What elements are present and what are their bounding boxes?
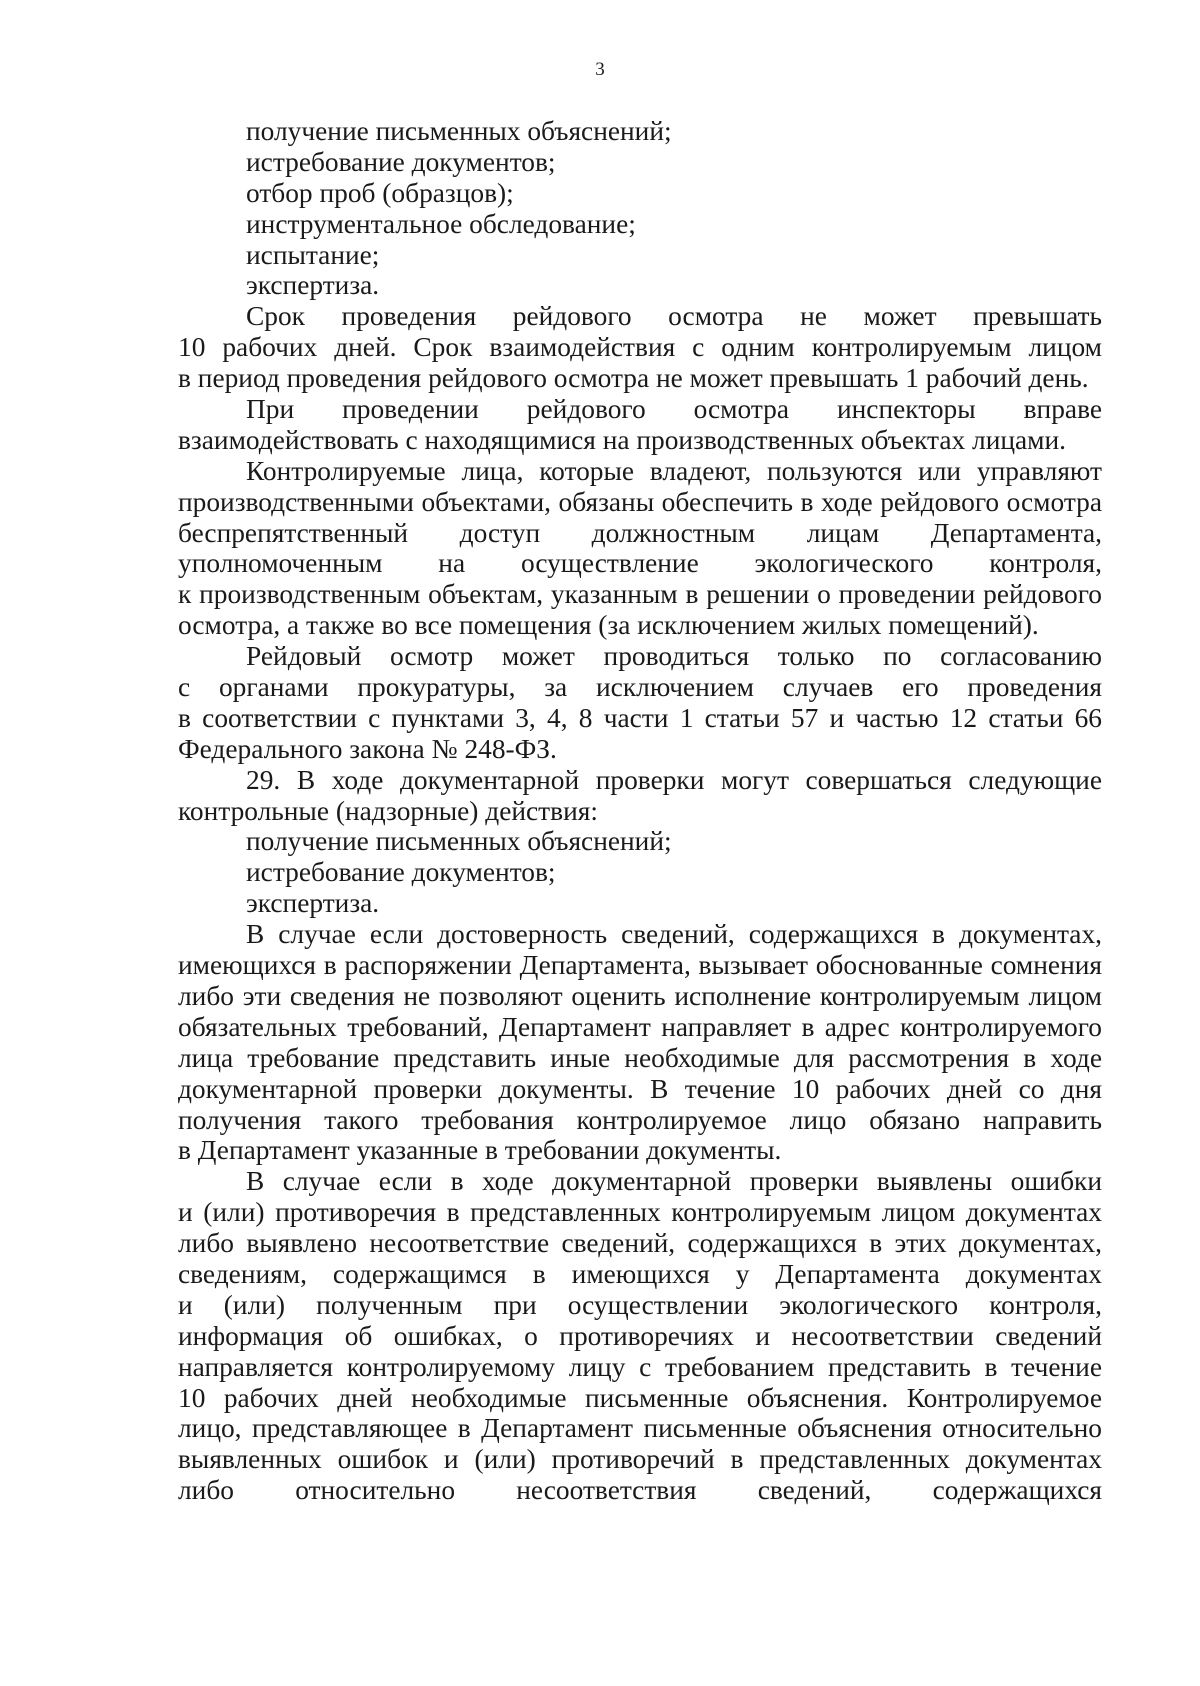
document-body (178, 116, 1102, 1506)
list-item: получение письменных объяснений; (246, 116, 672, 146)
list-item: инструментальное обследование; (246, 208, 636, 239)
list-item: экспертиза. (246, 270, 380, 301)
text-line: направляется контролируемому лицу с требованием представить в течение (178, 1351, 1102, 1382)
text-line: и (или) противоречия в представленных контролируемым лицом документах (178, 1197, 1102, 1228)
list-item: отбор проб (образцов); (246, 177, 514, 208)
text-line: документарной проверки документы. В течение 10 рабочих дней со дня (178, 1073, 1102, 1104)
text-line: сведениям, содержащимся в имеющихся у Департамента документах (178, 1258, 1102, 1289)
text-line: в соответствии с пунктами 3, 4, 8 части 1 статьи 57 и частью 12 статьи 66 (178, 702, 1102, 733)
text-line: Рейдовый осмотр может проводиться только по согласованию (246, 641, 1102, 672)
text-line: беспрепятственный доступ должностным лицам Департамента, (178, 517, 1102, 548)
text-line: с органами прокуратуры, за исключением случаев его проведения (178, 672, 1102, 703)
text-line: информация об ошибках, о противоречиях и несоответствии сведений (178, 1320, 1102, 1351)
page-number: 3 (595, 59, 605, 80)
text-line: либо эти сведения не позволяют оценить исполнение контролируемым лицом (178, 980, 1102, 1011)
text-line: имеющихся в распоряжении Департамента, вызывает обоснованные сомнения (178, 950, 1102, 981)
text-line: к производственным объектам, указанным в решении о проведении рейдового (178, 579, 1102, 610)
text-line: либо выявлено несоответствие сведений, содержащихся в этих документах, (178, 1228, 1102, 1259)
text-line: контрольные (надзорные) действия: (178, 795, 598, 826)
text-line: производственными объектами, обязаны обеспечить в ходе рейдового осмотра (178, 486, 1102, 517)
text-line: лицо, представляющее в Департамент письменные объяснения относительно (178, 1413, 1102, 1444)
text-line: 10 рабочих дней необходимые письменные объяснения. Контролируемое (178, 1382, 1102, 1413)
list-item: экспертиза. (246, 888, 380, 919)
text-line: Срок проведения рейдового осмотра не может превышать (246, 301, 1102, 332)
text-line: В случае если достоверность сведений, содержащихся в документах, (246, 919, 1102, 950)
list-item: получение письменных объяснений; (246, 826, 672, 857)
text-line: При проведении рейдового осмотра инспекторы вправе (246, 394, 1102, 425)
text-line: лица требование представить иные необходимые для рассмотрения в ходе (178, 1042, 1102, 1073)
text-line: в Департамент указанные в требовании документы. (178, 1135, 782, 1166)
text-line: обязательных требований, Департамент направляет в адрес контролируемого (178, 1011, 1102, 1042)
list-item: испытание; (246, 239, 380, 270)
text-line: и (или) полученным при осуществлении экологического контроля, (178, 1289, 1102, 1320)
text-line: Контролируемые лица, которые владеют, пользуются или управляют (246, 455, 1102, 486)
text-line: осмотра, а также во все помещения (за исключением жилых помещений). (178, 610, 1039, 641)
text-line: 29. В ходе документарной проверки могут совершаться следующие (246, 764, 1102, 795)
text-line: В случае если в ходе документарной проверки выявлены ошибки (246, 1166, 1102, 1197)
text-line: Федерального закона № 248-ФЗ. (178, 733, 557, 764)
list-item: истребование документов; (246, 146, 556, 177)
text-line: в период проведения рейдового осмотра не может превышать 1 рабочий день. (178, 363, 1089, 394)
text-line: получения такого требования контролируемое лицо обязано направить (178, 1104, 1102, 1135)
text-line: уполномоченным на осуществление экологического контроля, (178, 548, 1102, 579)
text-line: 10 рабочих дней. Срок взаимодействия с одним контролируемым лицом (178, 332, 1102, 363)
list-item: истребование документов; (246, 857, 556, 888)
text-line: либо относительно несоответствия сведений, содержащихся (178, 1475, 1102, 1506)
text-line: взаимодействовать с находящимися на производственных объектах лицами. (178, 424, 1067, 455)
text-line: выявленных ошибок и (или) противоречий в представленных документах (178, 1444, 1102, 1475)
